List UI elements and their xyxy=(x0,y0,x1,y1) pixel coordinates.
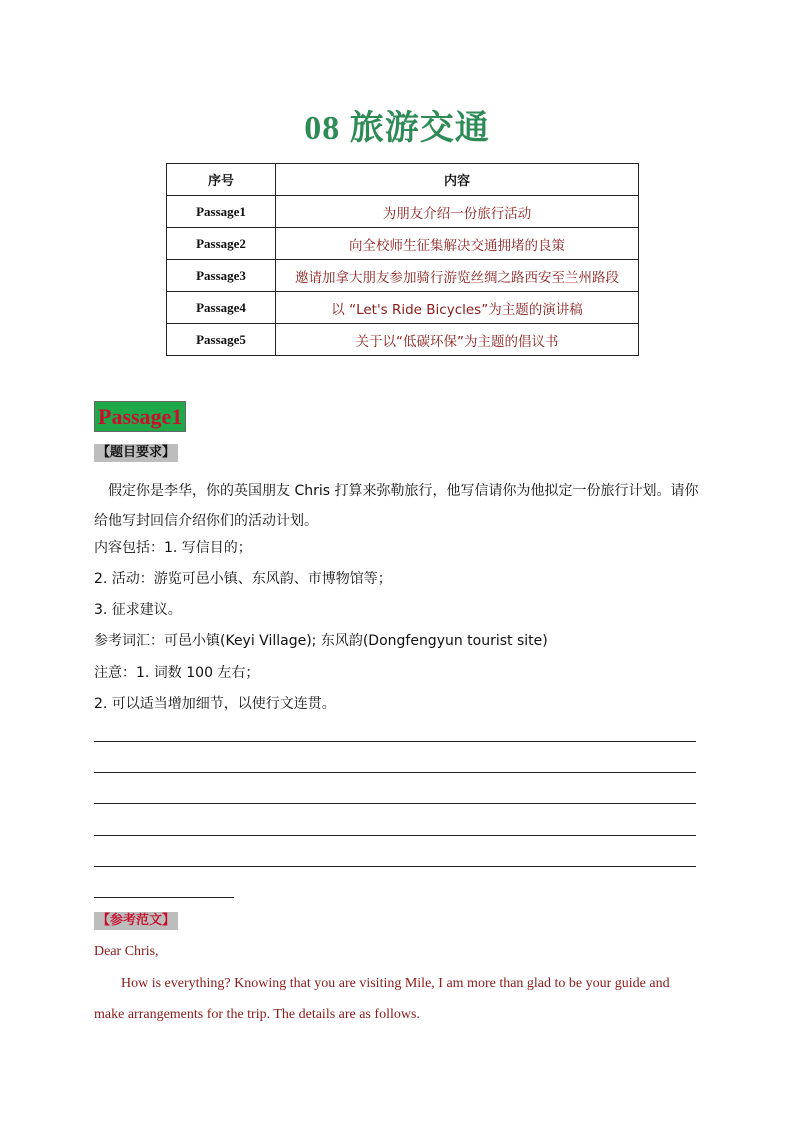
letter-greeting: Dear Chris, xyxy=(94,944,159,959)
passage-content: 关于以“低碳环保”为主题的倡议书 xyxy=(276,324,639,356)
table-header-row xyxy=(167,164,639,196)
column-header-number: 序号 xyxy=(167,164,276,196)
passage-number: Passage3 xyxy=(167,260,276,292)
writing-line-short xyxy=(94,897,234,898)
table-row xyxy=(167,324,639,356)
writing-line xyxy=(94,772,696,773)
requirement-intro: 假定你是李华，你的英国朋友 Chris 打算来弥勒旅行，他写信请你为他拟定一份旅行计划。请你给他写封回信介绍你们的活动计划。 xyxy=(94,483,699,529)
writing-line xyxy=(94,835,696,836)
requirement-content-1: 内容包括：1. 写信目的； xyxy=(94,540,252,556)
requirement-tag: 【题目要求】 xyxy=(94,444,178,462)
passage-number: Passage1 xyxy=(167,196,276,228)
requirement-content-3: 3. 征求建议。 xyxy=(94,602,182,618)
requirement-note-1: 注意：1. 词数 100 左右； xyxy=(94,665,260,681)
table-row xyxy=(167,260,639,292)
column-header-content: 内容 xyxy=(276,164,639,196)
writing-line xyxy=(94,866,696,867)
passage-content: 邀请加拿大朋友参加骑行游览丝绸之路西安至兰州路段 xyxy=(276,260,639,292)
writing-line xyxy=(94,741,696,742)
letter-body-line-1: How is everything? Knowing that you are visiting Mile, I am more than glad to be your guide and xyxy=(121,976,670,991)
passage-number: Passage2 xyxy=(167,228,276,260)
reference-essay-tag: 【参考范文】 xyxy=(94,912,178,930)
requirement-note-2: 2. 可以适当增加细节，以使行文连贯。 xyxy=(94,696,336,712)
passage-heading-badge: Passage1 xyxy=(94,401,186,432)
letter-body-line-2: make arrangements for the trip. The details are as follows. xyxy=(94,1007,420,1022)
requirement-content-2: 2. 活动：游览可邑小镇、东风韵、市博物馆等； xyxy=(94,571,392,587)
table-row xyxy=(167,228,639,260)
table-row xyxy=(167,292,639,324)
reference-vocabulary: 参考词汇：可邑小镇(Keyi Village); 东风韵(Dongfengyun tourist site) xyxy=(94,633,548,649)
passage-number: Passage5 xyxy=(167,324,276,356)
passage-content: 向全校师生征集解决交通拥堵的良策 xyxy=(276,228,639,260)
passage-number: Passage4 xyxy=(167,292,276,324)
passage-index-table xyxy=(166,163,639,356)
passage-content: 为朋友介绍一份旅行活动 xyxy=(276,196,639,228)
writing-line xyxy=(94,803,696,804)
passage-content: 以 “Let's Ride Bicycles”为主题的演讲稿 xyxy=(276,292,639,324)
page-title: 08 旅游交通 xyxy=(304,110,490,147)
table-row xyxy=(167,196,639,228)
